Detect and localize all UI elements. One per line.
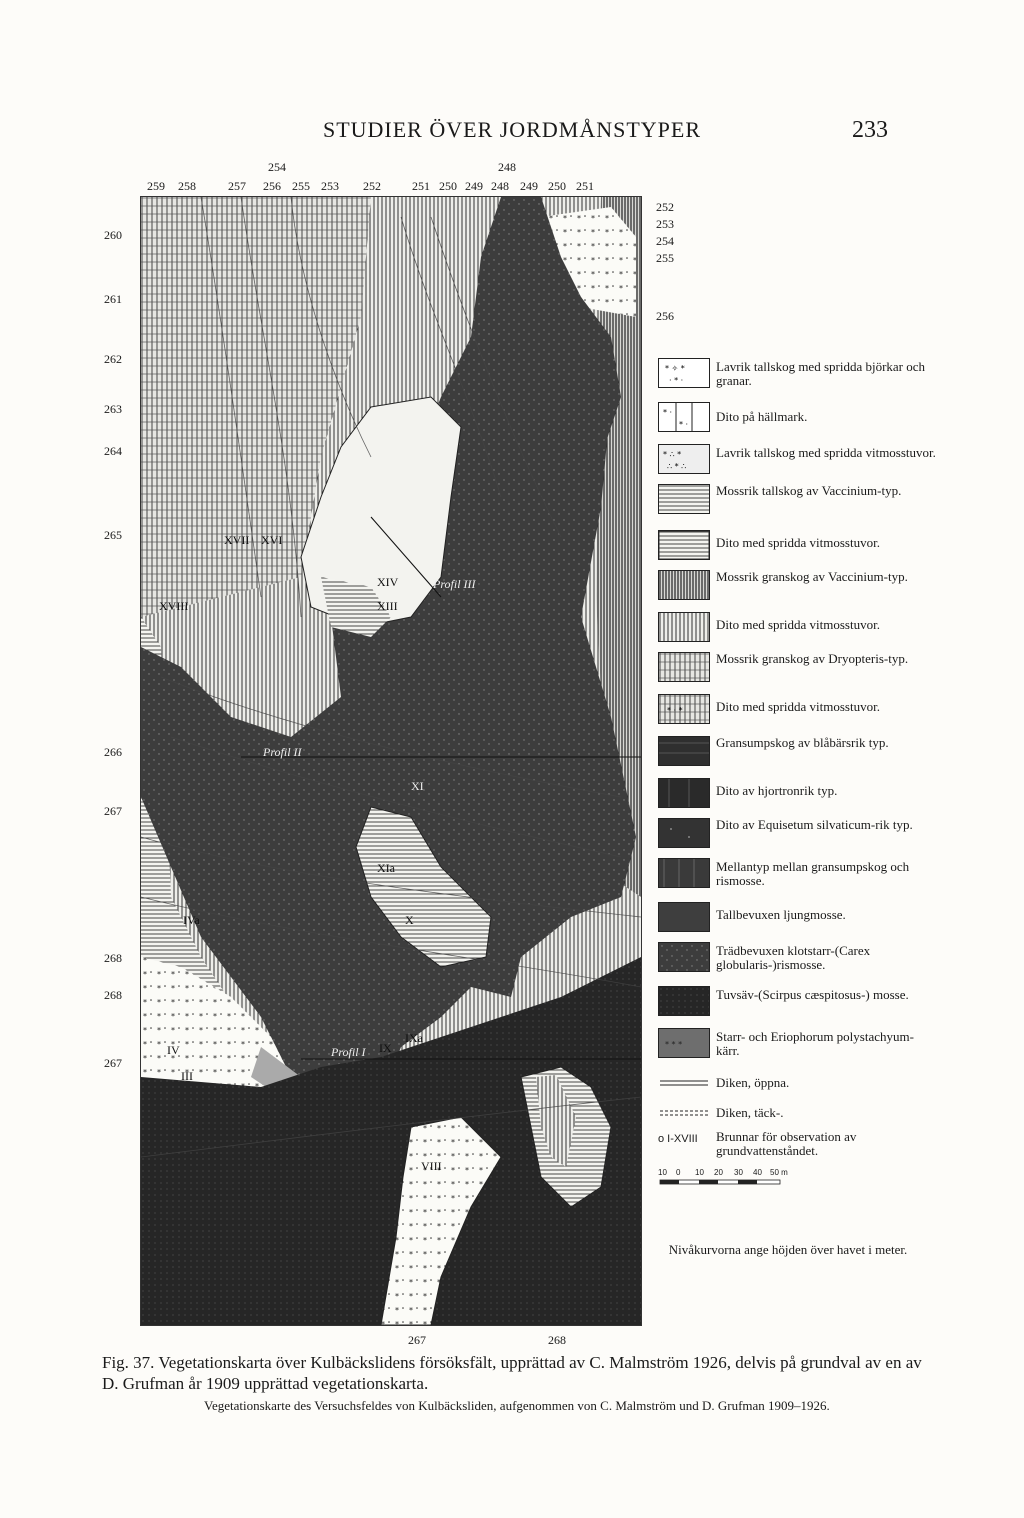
legend-swatch (658, 778, 710, 808)
map-label: IV (167, 1043, 180, 1057)
svg-text:* ·: * · (663, 408, 673, 417)
left-number: 261 (104, 292, 122, 306)
well-symbol: o I-XVIII (658, 1133, 698, 1145)
legend-text: Dito av hjortronrik typ. (716, 783, 838, 798)
legend-text: Lavrik tallskog med spridda björkar och granar. (716, 359, 926, 388)
svg-text:∴ * ∴: ∴ * ∴ (667, 462, 687, 471)
scale-label: 50 m (770, 1168, 788, 1177)
legend-text: Dito med spridda vitmosstuvor. (716, 699, 880, 714)
legend-swatch (658, 858, 710, 888)
legend-swatch (658, 570, 710, 600)
scale-label: 20 (714, 1168, 723, 1177)
map-label: XVIII (159, 599, 189, 613)
legend-swatch (658, 652, 710, 682)
scale-label: 0 (676, 1168, 681, 1177)
top-number: 251 (412, 179, 430, 193)
top-number: 256 (263, 179, 281, 193)
map-label: XI (411, 779, 424, 793)
legend-text: Mossrik tallskog av Vaccinium-typ. (716, 483, 902, 498)
running-head: STUDIER ÖVER JORDMÅNSTYPER (322, 117, 702, 142)
top-number: 250 (548, 179, 566, 193)
map-label: XIV (377, 575, 399, 589)
legend-text: Trädbevuxen klotstarr-(Carex globularis-)rismosse. (716, 943, 871, 972)
map-label: XVII (224, 533, 250, 547)
map-label: III (181, 1069, 193, 1083)
legend-swatch (658, 530, 710, 560)
scale-label: 10 (695, 1168, 704, 1177)
legend-swatch (658, 902, 710, 932)
map-label: Profil III (433, 577, 476, 591)
top-number: 252 (363, 179, 381, 193)
map-label: Profil II (263, 745, 302, 759)
legend-text: Mellantyp mellan gransumpskog och rismosse. (716, 859, 910, 888)
right-number: 252 (656, 200, 674, 214)
left-number: 266 (104, 745, 122, 759)
legend-text: Tallbevuxen ljungmosse. (716, 907, 846, 922)
legend-text: Tuvsäv-(Scirpus cæspitosus-) mosse. (716, 987, 909, 1002)
svg-text:* * *: * * * (665, 1040, 683, 1049)
left-number: 268 (104, 951, 122, 965)
top-number: 258 (178, 179, 196, 193)
top-number: 249 (465, 179, 483, 193)
svg-text:* ·: * · (679, 420, 689, 429)
map-label: XIa (377, 861, 395, 875)
legend-swatch (658, 612, 710, 642)
top-number: 257 (228, 179, 246, 193)
left-number: 260 (104, 228, 122, 242)
legend-text: Dito med spridda vitmosstuvor. (716, 617, 880, 632)
page-number: 233 (852, 117, 888, 143)
right-number: 253 (656, 217, 674, 231)
map-label: VIII (421, 1159, 442, 1173)
legend-swatch (658, 942, 710, 972)
scale-bar (658, 1168, 788, 1192)
figure-caption: Fig. 37. Vegetationskarta över Kulbäckslidens försöksfält, upprättad av C. Malmström 1926, delvis på grundval av en av D. Grufman år 1909 upprättad vegetationskarta. (102, 1353, 922, 1393)
svg-text:* ∴ *: * ∴ * (663, 450, 682, 459)
top-number: 250 (439, 179, 457, 193)
legend-swatch (658, 444, 710, 474)
left-number: 268 (104, 988, 122, 1002)
legend-swatch (658, 818, 710, 848)
map-label: XVI (261, 533, 283, 547)
right-number: 254 (656, 234, 674, 248)
legend-swatch (658, 484, 710, 514)
contour-note: Nivåkurvorna ange höjden över havet i meter. (668, 1242, 908, 1257)
map-label: IXa (405, 1031, 423, 1045)
svg-text:· * ·: · * · (669, 376, 684, 385)
right-number: 256 (656, 309, 674, 323)
bottom-number: 268 (548, 1333, 566, 1347)
top-number: 259 (147, 179, 165, 193)
vegetation-map (140, 196, 642, 1326)
scale-line (658, 1179, 786, 1185)
legend-text: Brunnar för observation av grundvattenståndet. (716, 1129, 857, 1158)
legend-swatch (658, 694, 710, 724)
legend-text: Diken, öppna. (716, 1075, 790, 1090)
top-number: 249 (520, 179, 538, 193)
legend-text: Mossrik granskog av Dryopteris-typ. (716, 651, 909, 666)
legend-text: Gransumpskog av blåbärsrik typ. (716, 735, 889, 750)
legend-text: Mossrik granskog av Vaccinium-typ. (716, 569, 908, 584)
top-number: 251 (576, 179, 594, 193)
legend-text: Dito med spridda vitmosstuvor. (716, 535, 880, 550)
map-label: X (405, 913, 414, 927)
map-label: Profil I (331, 1045, 366, 1059)
top-number: 255 (292, 179, 310, 193)
legend-swatch (658, 1028, 710, 1058)
top-number: 254 (268, 160, 286, 174)
top-number: 248 (491, 179, 509, 193)
legend-swatch (658, 402, 710, 432)
left-number: 264 (104, 444, 122, 458)
svg-text:* · *: * · * (667, 706, 683, 715)
legend-text: Dito på hällmark. (716, 409, 808, 424)
scale-label: 40 (753, 1168, 762, 1177)
left-number: 262 (104, 352, 122, 366)
top-number: 253 (321, 179, 339, 193)
ditch-open-symbol (658, 1078, 710, 1088)
left-number: 265 (104, 528, 122, 542)
map-label: IX (379, 1041, 392, 1055)
legend-text: Diken, täck-. (716, 1105, 784, 1120)
map-label: IVa (183, 913, 200, 927)
figure-caption-german: Vegetationskarte des Versuchsfeldes von Kulbäcksliden, aufgenommen von C. Malmström und D. Grufman 1909–1926. (204, 1398, 830, 1413)
left-number: 267 (104, 804, 122, 818)
legend-swatch (658, 736, 710, 766)
legend-swatch (658, 986, 710, 1016)
right-number: 255 (656, 251, 674, 265)
left-number: 267 (104, 1056, 122, 1070)
legend-text: Lavrik tallskog med spridda vitmosstuvor. (716, 445, 936, 460)
bottom-number: 267 (408, 1333, 426, 1347)
scale-label: 30 (734, 1168, 743, 1177)
svg-text:* ✧ *: * ✧ * (665, 364, 685, 373)
legend-text: Dito av Equisetum silvaticum-rik typ. (716, 817, 913, 832)
ditch-covered-symbol (658, 1108, 710, 1118)
top-number: 248 (498, 160, 516, 174)
legend-swatch (658, 358, 710, 388)
scale-label: 10 (658, 1168, 667, 1177)
legend-text: Starr- och Eriophorum polystachyum-kärr. (716, 1029, 914, 1058)
left-number: 263 (104, 402, 122, 416)
map-label: XIII (377, 599, 398, 613)
map-graphic (141, 197, 641, 1325)
